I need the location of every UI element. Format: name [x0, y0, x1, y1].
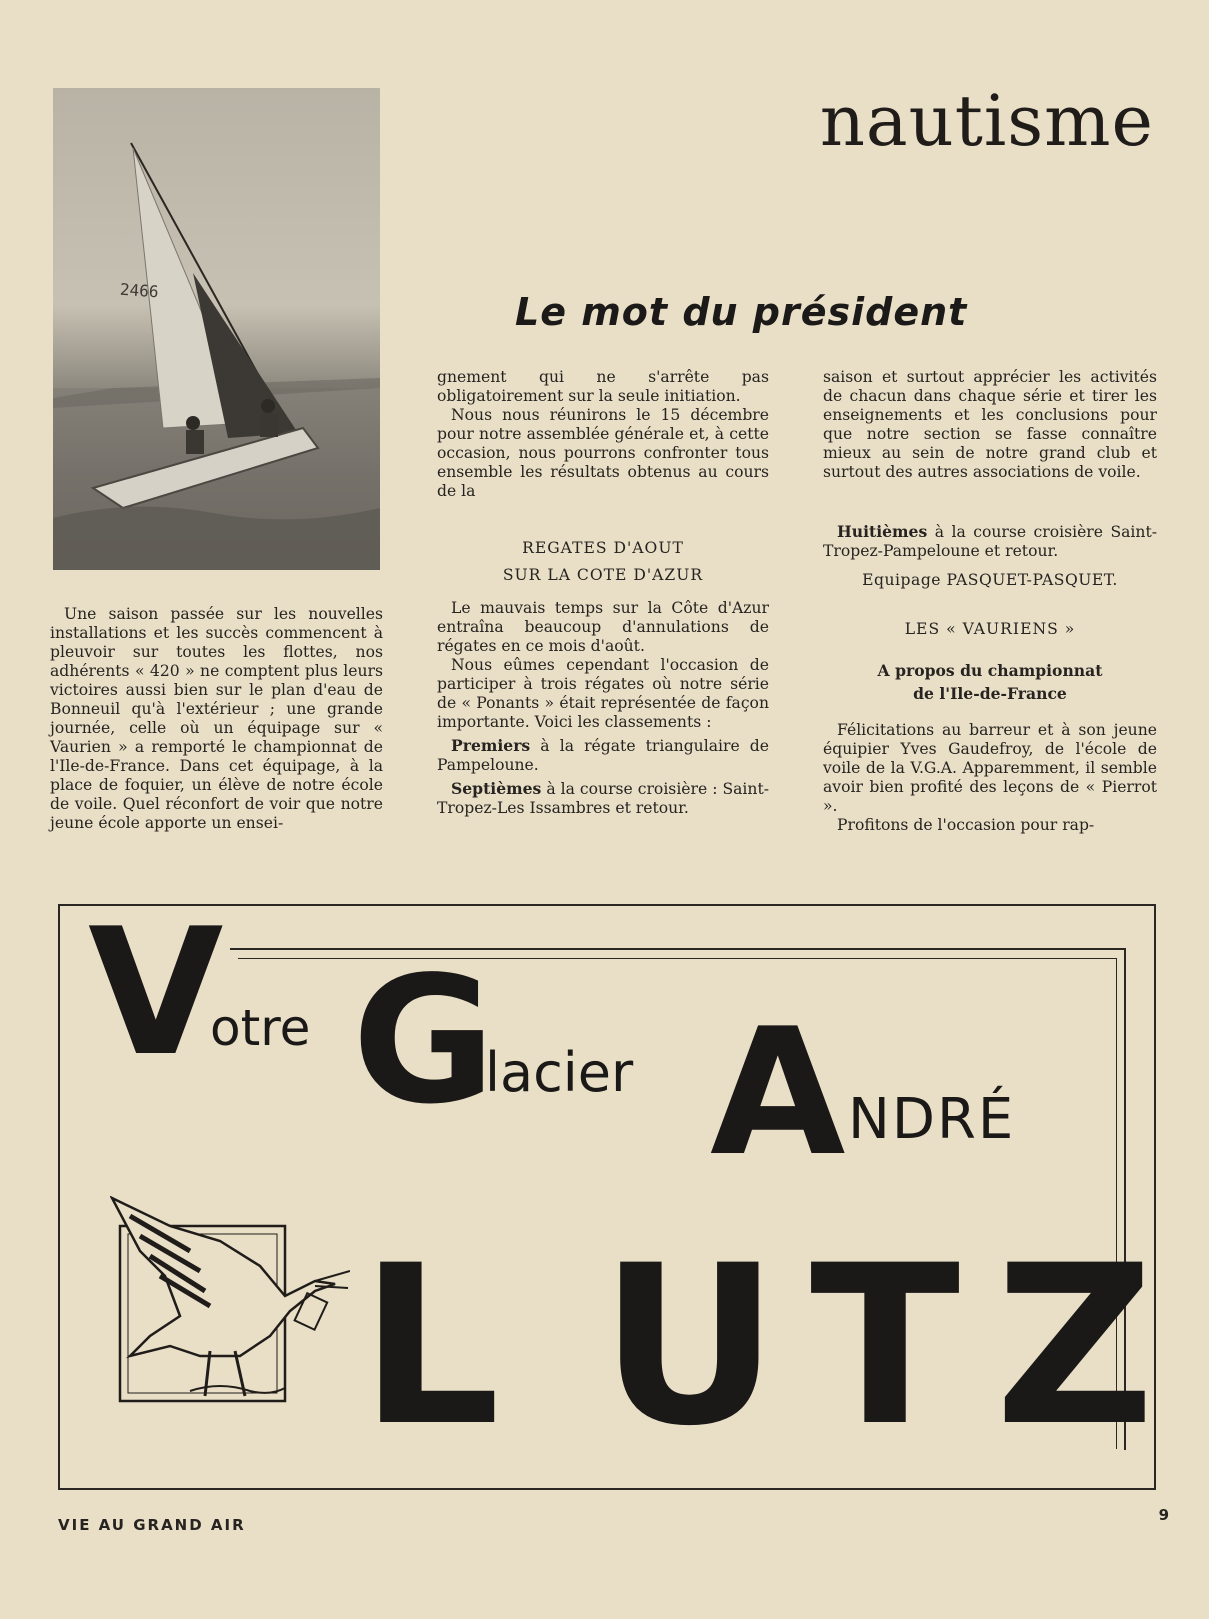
paragraph: Une saison passée sur les nouvelles installations et les succès commencent à pleuvoir sur toutes les flottes, nos adhérents « 420 » ne comptent plus leurs victoires aussi bien sur le plan d'eau de Bonneuil qu'à l'extérieur ; une grande journée, celle où un équipage sur « Vaurien » a remporté le championnat de l'Ile-de-France. Dans cet équipage, à la place de foquier, un élève de notre école de voile. Quel réconfort de voir que notre jeune école apporte un ensei- — [50, 605, 383, 832]
subheading: LES « VAURIENS » — [904, 620, 1076, 638]
ad-word-ndre: NDRÉ — [848, 1087, 1016, 1152]
result-item — [437, 779, 769, 818]
result-text: à la régate triangulaire de Pampeloune. — [437, 737, 769, 774]
subheading: SUR LA COTE D'AZUR — [502, 566, 704, 584]
ad-letter-g: G — [352, 940, 496, 1143]
article-column-2 — [437, 368, 769, 818]
stork-logo — [110, 1196, 340, 1396]
article-column-1 — [50, 605, 383, 833]
paragraph: Nous nous réunirons le 15 décembre pour notre assemblée générale et, à cette occasion, nous pourrons confronter tous ensemble les résultats obtenus au cours de la — [437, 406, 769, 500]
ad-letter-t: T — [810, 1218, 961, 1474]
sailboat-photo — [53, 88, 380, 570]
page-number: 9 — [1158, 1506, 1169, 1524]
result-rank: Huitièmes — [837, 522, 928, 541]
crew-line: Equipage PASQUET-PASQUET. — [862, 571, 1118, 589]
paragraph: Félicitations au barreur et à son jeune équipier Yves Gaudefroy, de l'école de voile de la V.G.A. Apparemment, il semble avoir bien profité des leçons de « Pierrot ». — [823, 721, 1157, 815]
ad-word-lacier: lacier — [485, 1041, 634, 1104]
subheading: de l'Ile-de-France — [913, 684, 1067, 703]
ad-letter-l: L — [360, 1218, 501, 1474]
ad-letter-v: V — [88, 892, 224, 1095]
ad-letter-z: Z — [995, 1218, 1155, 1474]
result-item — [437, 736, 769, 775]
section-title: nautisme — [819, 80, 1154, 162]
paragraph: Profitons de l'occasion pour rap- — [837, 816, 1095, 834]
advertisement — [58, 892, 1156, 1490]
ad-letter-a: A — [710, 992, 846, 1195]
subheading: REGATES D'AOUT — [522, 539, 684, 557]
result-item — [823, 522, 1157, 561]
sailboat-illustration — [53, 88, 380, 570]
sail-number: 2466 — [119, 279, 160, 302]
result-text: à la course croisière Saint-Tropez-Pampeloune et retour. — [823, 523, 1157, 560]
magazine-name: VIE AU GRAND AIR — [58, 1516, 246, 1534]
paragraph: Le mauvais temps sur la Côte d'Azur entraîna beaucoup d'annulations de régates en ce mois d'août. — [437, 599, 769, 655]
ad-word-otre: otre — [210, 999, 311, 1057]
headline: Le mot du président — [515, 290, 968, 334]
subheading: A propos du championnat — [877, 661, 1103, 680]
stork-icon — [110, 1196, 350, 1406]
paragraph: saison et surtout apprécier les activités de chacun dans chaque série et tirer les enseignements et les conclusions pour que notre section se fasse connaître mieux au sein de notre grand club et surtout des autres associations de voile. — [823, 368, 1157, 481]
result-rank: Septièmes — [451, 779, 542, 798]
article-column-3 — [823, 368, 1157, 835]
paragraph: Nous eûmes cependant l'occasion de participer à trois régates où notre série de « Ponants » était représentée de façon importante. Voici les classements : — [437, 656, 769, 731]
ad-letter-u: U — [600, 1218, 779, 1474]
result-rank: Premiers — [451, 736, 531, 755]
paragraph: gnement qui ne s'arrête pas obligatoirement sur la seule initiation. — [437, 368, 769, 405]
result-text: à la course croisière : Saint-Tropez-Les Issambres et retour. — [437, 780, 769, 817]
